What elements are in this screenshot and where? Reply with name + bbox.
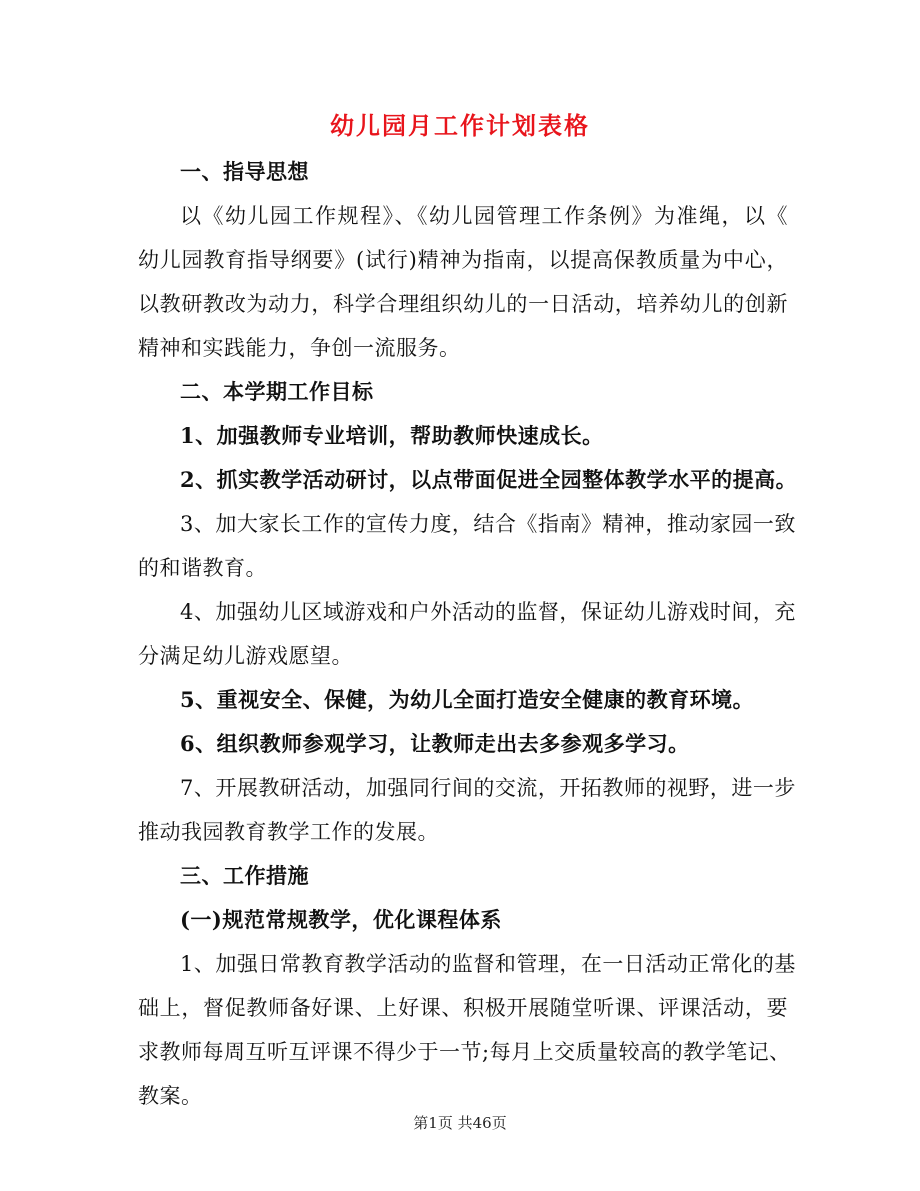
goal-item: 1、加强教师专业培训，帮助教师快速成长。: [180, 423, 604, 448]
goal-item: 6、组织教师参观学习，让教师走出去多参观多学习。: [180, 731, 690, 756]
subheading-standardize-teaching: (一)规范常规教学，优化课程体系: [180, 907, 502, 932]
page-footer: 第1页 共46页: [413, 1114, 507, 1132]
paragraph-line: 以教研教改为动力，科学合理组织幼儿的一日活动，培养幼儿的创新: [138, 292, 788, 316]
document-title: 幼儿园月工作计划表格: [330, 111, 590, 140]
goal-item: 3、加大家长工作的宣传力度，结合《指南》精神，推动家园一致: [180, 512, 796, 536]
paragraph-line: 求教师每周互听互评课不得少于一节;每月上交质量较高的教学笔记、: [138, 1040, 791, 1064]
goal-item: 5、重视安全、保健，为幼儿全面打造安全健康的教育环境。: [180, 687, 755, 712]
paragraph-line: 础上，督促教师备好课、上好课、积极开展随堂听课、评课活动，要: [138, 996, 788, 1020]
goal-item: 4、加强幼儿区域游戏和户外活动的监督，保证幼儿游戏时间，充: [180, 600, 796, 624]
paragraph-line: 1、加强日常教育教学活动的监督和管理，在一日活动正常化的基: [180, 952, 796, 976]
goal-item-continued: 的和谐教育。: [138, 556, 267, 580]
goal-item-continued: 分满足幼儿游戏愿望。: [138, 644, 353, 668]
heading-guiding-ideology: 一、指导思想: [180, 159, 309, 184]
goal-item: 7、开展教研活动，加强同行间的交流，开拓教师的视野，进一步: [180, 776, 796, 800]
heading-semester-goals: 二、本学期工作目标: [180, 379, 374, 404]
paragraph-line: 精神和实践能力，争创一流服务。: [138, 336, 461, 360]
goal-item: 2、抓实教学活动研讨，以点带面促进全园整体教学水平的提高。: [180, 467, 798, 492]
paragraph-line: 以《幼儿园工作规程》、《幼儿园管理工作条例》为准绳，以《: [180, 204, 788, 228]
paragraph-line: 幼儿园教育指导纲要》(试行)精神为指南，以提高保教质量为中心，: [138, 248, 788, 272]
paragraph-line: 教案。: [138, 1084, 203, 1108]
heading-work-measures: 三、工作措施: [180, 863, 309, 888]
goal-item-continued: 推动我园教育教学工作的发展。: [138, 820, 439, 844]
